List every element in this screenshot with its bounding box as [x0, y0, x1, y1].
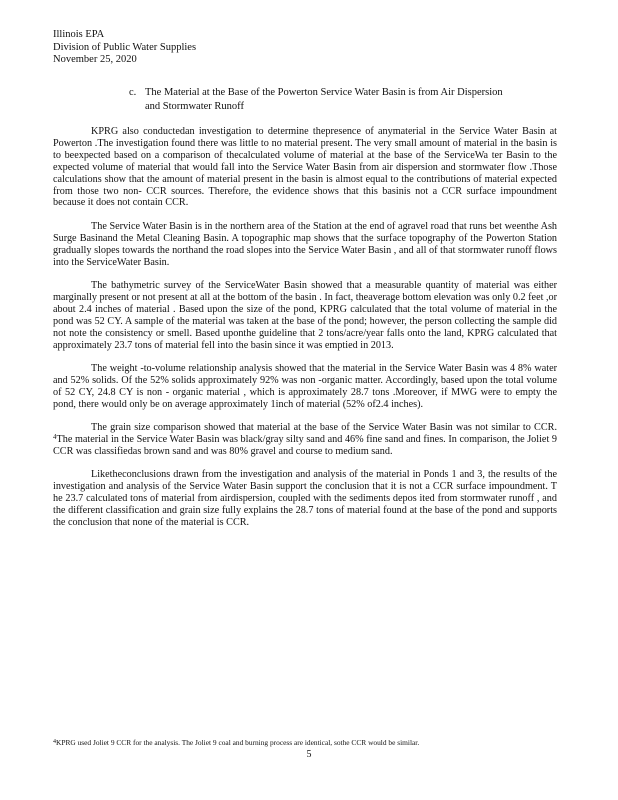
- paragraph-basin-location: The Service Water Basin is in the northern area of the Station at the end of agravel road that runs bet weenthe Ash Surge Basinand the Metal Cleaning Basin. A topographic map shows that the surface topography of the Powerton Station gradually slopes towards the northand the road slopes into the Service Water Basin , and all of that stormwater runoff flows into the ServiceWater Basin.: [53, 220, 558, 268]
- letter-header: [53, 29, 196, 67]
- paragraph-conclusion: Liketheconclusions drawn from the investigation and analysis of the material in Ponds 1 and 3, the results of the investigation and analysis of the Service Water Basin support the conclusion that it is not a CCR surface impoundment. T he 23.7 calculated tons of material from airdispersion, coupled with the sediments depos ited from stormwater runoff , and the different classification and grain size fully explains the 28.7 tons of material found at the base of the pond and supports the conclusion that none of the material is CCR.: [53, 469, 558, 528]
- header-date: November 25, 2020: [53, 54, 137, 65]
- footnote: [53, 738, 557, 747]
- footnote-marker: 4: [53, 739, 56, 745]
- paragraph-weight-volume-analysis: The weight -to-volume relationship analysis showed that the material in the Service Water Basin was 4 8% water and 52% solids. Of the 52% solids approximately 92% was non -organic matter. Accordingly, based upon the total volume of 52 CY, 24.8 CY is non - organic material , which is approximately 28.7 tons .Moreover, if MWG were to empty the pond, there would only be on average approximately 1inch of material (52% of2.4 inches).: [53, 362, 557, 410]
- page-number: 5: [306, 749, 312, 760]
- header-org: Illinois EPA: [53, 29, 105, 40]
- body-text: [53, 126, 557, 540]
- section-heading-line1: The Material at the Base of the Powerton Service Water Basin is from Air Dispersion: [145, 87, 503, 98]
- footnote-text: KPRG used Joliet 9 CCR for the analysis. The Joliet 9 coal and burning process are identical, sothe CCR would be similar.: [56, 738, 420, 747]
- paragraph-kprg-investigation: KPRG also conductedan investigation to determine thepresence of anymaterial in the Service Water Basin at Powerton .The investigation found there was little to no material present. The very small amount of material in the basin is to beexpected based on a comparison of thecalculated volume of material at the base of the ServiceWa ter Basin to the expected volume of material that would fall into the Service Water Basin from air dispersion and stormwater flow .Those calculations show that the amount of material present in the basin is almost equal to the contributions of material expected from those two non- CCR sources. Therefore, the evidence shows that this basinis not a CCR surface impoundment because it does not contain CCR.: [53, 126, 558, 209]
- paragraph-grain-size: The grain size comparison showed that material at the base of the Service Water Basin was not similar to CCR. $^4$The material in the Service Water Basin was black/gray silty sand and 46% fine sand and fines. In comparison, the Joliet 9 CCR was classifiedas brown sand and was 80% gravel and course to medium sand.: [53, 422, 558, 457]
- header-division: Division of Public Water Supplies: [53, 41, 197, 53]
- footnote-reference: 4: [53, 432, 57, 441]
- paragraph-bathymetric-survey: The bathymetric survey of the ServiceWater Basin showed that a measurable quantity of material was either marginally present or not present at all at the bottom of the basin . In fact, theaverage bottom elevation was only 0.2 feet ,or about 2.4 inches of material . Based upon the size of the pond, KPRG calculated that the total volume of material in the pond was 52 CY. A sample of the material was taken at the base of the pond; however, the person collecting the sample did not note the consistency or smell. Based uponthe guideline that 2 tons/acre/year falls onto the land, KPRG calculated that approximately 23.7 tons of material fell into the basin since it was emptied in 2013.: [53, 279, 558, 351]
- section-heading-line2: and Stormwater Runoff: [145, 100, 244, 112]
- section-heading: [129, 86, 569, 113]
- section-marker: c.: [129, 87, 137, 98]
